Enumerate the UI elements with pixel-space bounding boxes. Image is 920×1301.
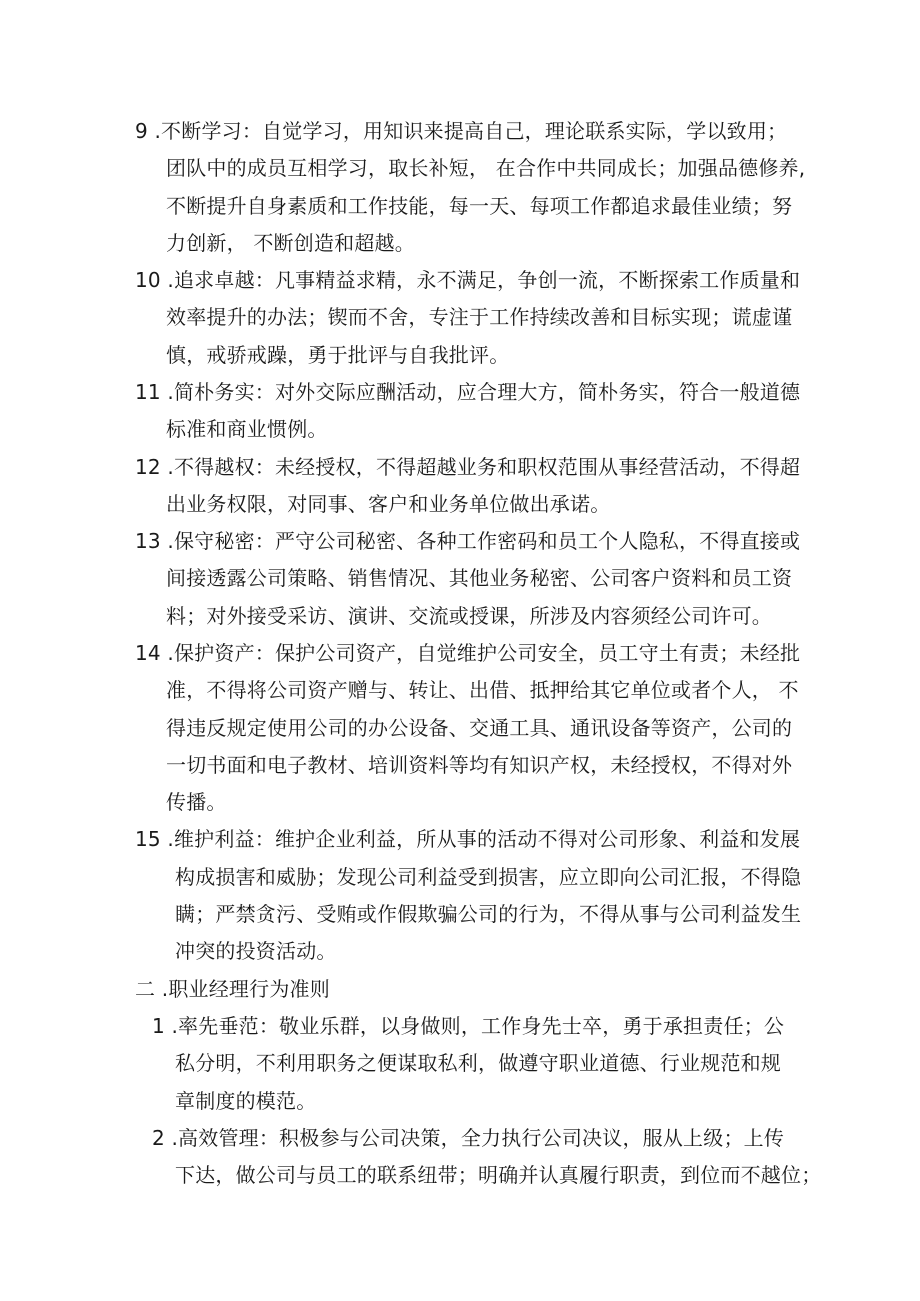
text-line: 13 .保守秘密：严守公司秘密、各种工作密码和员工个人隐私，不得直接或 — [135, 529, 801, 553]
text-line: 效率提升的办法；锲而不舍，专注于工作持续改善和目标实现；谎虚谨 — [166, 305, 793, 329]
text-line: 2 .高效管理：积极参与公司决策，全力执行公司决议，服从上级；上传 — [152, 1126, 785, 1150]
text-line: 标准和商业惯例。 — [166, 417, 328, 441]
text-line: 慎，戒骄戒躁，勇于批评与自我批评。 — [166, 343, 510, 367]
text-line: 15 .维护利益：维护企业利益，所从事的活动不得对公司形象、利益和发展 — [135, 827, 801, 851]
section-heading: 二 .职业经理行为准则 — [135, 977, 330, 1001]
text-line: 14 .保护资产：保护公司资产，自觉维护公司安全，员工守土有责；未经批 — [135, 641, 801, 665]
text-line: 力创新， 不断创造和超越。 — [166, 231, 415, 255]
text-line: 出业务权限，对同事、客户和业务单位做出承诺。 — [166, 492, 611, 516]
text-line: 瞒；严禁贪污、受贿或作假欺骗公司的行为，不得从事与公司利益发生 — [175, 902, 802, 926]
text-line: 1 .率先垂范：敬业乐群，以身做则，工作身先士卒，勇于承担责任；公 — [152, 1014, 785, 1038]
text-line: 得违反规定使用公司的办公设备、交通工具、通讯设备等资产，公司的 — [166, 716, 793, 740]
text-line: 下达，做公司与员工的联系纽带；明确并认真履行职责，到位而不越位； — [175, 1163, 822, 1187]
text-line: 12 .不得越权：未经授权，不得超越业务和职权范围从事经营活动，不得超 — [135, 455, 801, 479]
text-line: 冲突的投资活动。 — [175, 939, 337, 963]
text-line: 构成损害和威胁；发现公司利益受到损害，应立即向公司汇报，不得隐 — [175, 865, 802, 889]
text-line: 一切书面和电子教材、培训资料等均有知识产权，未经授权，不得对外 — [166, 753, 793, 777]
text-line: 10 .追求卓越：凡事精益求精，永不满足，争创一流，不断探索工作质量和 — [135, 268, 801, 292]
text-line: 私分明，不利用职务之便谋取私利，做遵守职业道德、行业规范和规 — [175, 1051, 781, 1075]
text-line: 传播。 — [166, 790, 227, 814]
text-line: 9 .不断学习：自觉学习，用知识来提高自己，理论联系实际，学以致用； — [135, 119, 788, 143]
text-line: 不断提升自身素质和工作技能，每一天、每项工作都追求最佳业绩；努 — [166, 194, 793, 218]
text-line: 准，不得将公司资产赠与、转让、出借、抵押给其它单位或者个人， 不 — [166, 678, 799, 702]
text-line: 料；对外接受采访、演讲、交流或授课，所涉及内容须经公司许可。 — [166, 604, 772, 628]
text-line: 团队中的成员互相学习，取长补短， 在合作中共同成长；加强品德修养, — [166, 156, 806, 180]
text-line: 间接透露公司策略、销售情况、其他业务秘密、公司客户资料和员工资 — [166, 566, 793, 590]
text-line: 11 .简朴务实：对外交际应酬活动，应合理大方，简朴务实，符合一般道德 — [135, 380, 801, 404]
text-line: 章制度的模范。 — [175, 1089, 317, 1113]
